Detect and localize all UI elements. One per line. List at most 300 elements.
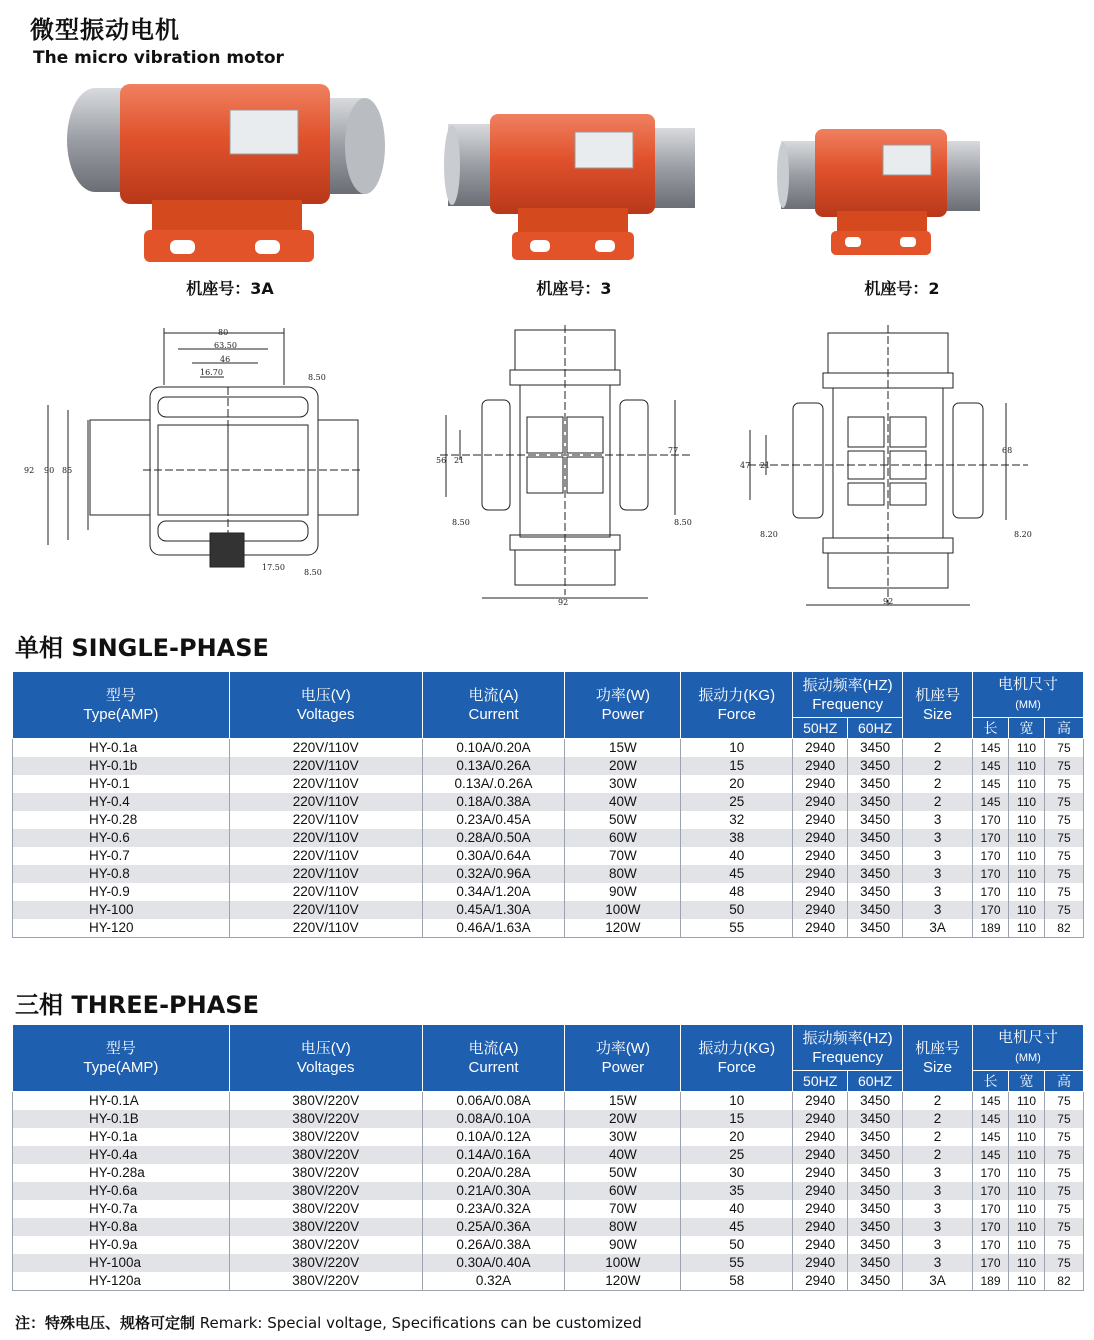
cell-length: 170 <box>973 1254 1009 1272</box>
cell-power: 120W <box>565 919 681 938</box>
cell-power: 70W <box>565 1200 681 1218</box>
cell-height: 75 <box>1044 1164 1083 1182</box>
motor-image-3 <box>440 110 705 265</box>
cell-height: 75 <box>1044 757 1083 775</box>
drawing-frame-3 <box>430 325 700 610</box>
motor-image-3a <box>60 80 395 270</box>
cell-length: 170 <box>973 901 1009 919</box>
table-row <box>13 739 1084 758</box>
cell-power: 120W <box>565 1272 681 1291</box>
cell-width: 110 <box>1009 847 1045 865</box>
cell-width: 110 <box>1008 1200 1044 1218</box>
cell-power: 100W <box>565 1254 681 1272</box>
single-phase-title: 单相 SINGLE-PHASE <box>15 634 269 662</box>
cell-frame-size: 3 <box>903 901 973 919</box>
cell-height: 75 <box>1044 901 1083 919</box>
cell-model: HY-0.6a <box>13 1182 230 1200</box>
cell-model: HY-0.4a <box>13 1146 230 1164</box>
cell-current: 0.13A/.0.26A <box>422 775 565 793</box>
cell-length: 145 <box>973 1146 1009 1164</box>
cell-model: HY-0.9 <box>13 883 230 901</box>
cell-freq-60hz: 3450 <box>848 829 903 847</box>
cell-freq-60hz: 3450 <box>848 739 903 758</box>
cell-freq-50hz: 2940 <box>793 883 848 901</box>
cell-width: 110 <box>1009 775 1045 793</box>
cell-freq-60hz: 3450 <box>848 793 903 811</box>
cell-height: 75 <box>1044 1200 1083 1218</box>
cell-power: 50W <box>565 1164 681 1182</box>
cell-freq-50hz: 2940 <box>793 811 848 829</box>
cell-force: 25 <box>681 1146 793 1164</box>
col-force: 振动力(KG) Force <box>681 1025 793 1092</box>
dim-92: 92 <box>883 597 894 606</box>
cell-height: 75 <box>1044 1146 1083 1164</box>
cell-model: HY-0.7a <box>13 1200 230 1218</box>
cell-frame-size: 2 <box>903 1110 973 1128</box>
cell-width: 110 <box>1008 1254 1044 1272</box>
dim-92: 92 <box>24 466 35 475</box>
cell-freq-50hz: 2940 <box>793 757 848 775</box>
cell-voltage: 220V/110V <box>229 757 422 775</box>
col-model: 型号 Type(AMP) <box>13 672 230 739</box>
dim-85: 85 <box>62 466 73 475</box>
col-50hz: 50HZ <box>793 1071 848 1092</box>
cell-freq-50hz: 2940 <box>793 919 848 938</box>
cell-height: 75 <box>1044 1182 1083 1200</box>
cell-freq-60hz: 3450 <box>848 1164 903 1182</box>
dim-8-20-right: 8.20 <box>1014 530 1032 539</box>
cell-voltage: 220V/110V <box>229 793 422 811</box>
cell-power: 40W <box>565 1146 681 1164</box>
cell-length: 170 <box>973 1182 1009 1200</box>
cell-freq-50hz: 2940 <box>793 1092 848 1111</box>
cell-frame-size: 3 <box>903 811 973 829</box>
cell-frame-size: 3 <box>903 883 973 901</box>
col-width: 宽 <box>1008 1071 1044 1092</box>
table-row <box>13 1110 1084 1128</box>
cell-freq-60hz: 3450 <box>848 901 903 919</box>
cell-freq-60hz: 3450 <box>848 1128 903 1146</box>
table-row <box>13 847 1084 865</box>
cell-power: 40W <box>565 793 681 811</box>
cell-length: 170 <box>973 883 1009 901</box>
cell-power: 30W <box>565 1128 681 1146</box>
dim-63-50: 63.50 <box>214 341 237 350</box>
col-power: 功率(W) Power <box>565 672 681 739</box>
cell-frame-size: 3 <box>903 1218 973 1236</box>
cell-model: HY-0.1b <box>13 757 230 775</box>
cell-current: 0.32A <box>422 1272 565 1291</box>
cell-freq-50hz: 2940 <box>793 1200 848 1218</box>
table-row <box>13 1200 1084 1218</box>
cell-model: HY-100 <box>13 901 230 919</box>
table-row <box>13 919 1084 938</box>
cell-freq-60hz: 3450 <box>848 1236 903 1254</box>
cell-force: 50 <box>681 901 793 919</box>
cell-length: 145 <box>973 1110 1009 1128</box>
cell-model: HY-0.1a <box>13 1128 230 1146</box>
cell-model: HY-0.4 <box>13 793 230 811</box>
table-row <box>13 865 1084 883</box>
cell-power: 20W <box>565 1110 681 1128</box>
cell-width: 110 <box>1009 793 1045 811</box>
cell-model: HY-0.1 <box>13 775 230 793</box>
col-voltage: 电压(V) Voltages <box>229 672 422 739</box>
table-row <box>13 1146 1084 1164</box>
cell-length: 145 <box>973 775 1009 793</box>
cell-freq-50hz: 2940 <box>793 865 848 883</box>
cell-model: HY-0.8a <box>13 1218 230 1236</box>
cell-length: 170 <box>973 829 1009 847</box>
cell-power: 15W <box>565 739 681 758</box>
three-phase-table <box>12 1024 1084 1291</box>
cell-length: 189 <box>973 919 1009 938</box>
col-model: 型号 Type(AMP) <box>13 1025 230 1092</box>
cell-height: 82 <box>1044 1272 1083 1291</box>
cell-current: 0.30A/0.64A <box>422 847 565 865</box>
dim-47: 47 <box>740 461 751 470</box>
cell-model: HY-120a <box>13 1272 230 1291</box>
cell-width: 110 <box>1009 739 1045 758</box>
cell-frame-size: 3 <box>903 1254 973 1272</box>
cell-voltage: 380V/220V <box>229 1092 422 1111</box>
cell-width: 110 <box>1008 1164 1044 1182</box>
cell-width: 110 <box>1009 865 1045 883</box>
cell-frame-size: 2 <box>903 775 973 793</box>
cell-voltage: 380V/220V <box>229 1236 422 1254</box>
dim-8-50-bottom: 8.50 <box>304 568 322 577</box>
cell-voltage: 380V/220V <box>229 1218 422 1236</box>
cell-power: 60W <box>565 829 681 847</box>
cell-freq-50hz: 2940 <box>793 901 848 919</box>
cell-voltage: 380V/220V <box>229 1182 422 1200</box>
caption-frame-2: 机座号：2 <box>864 279 940 298</box>
cell-height: 75 <box>1044 1236 1083 1254</box>
cell-voltage: 380V/220V <box>229 1272 422 1291</box>
cell-frame-size: 3A <box>903 919 973 938</box>
cell-length: 170 <box>973 1236 1009 1254</box>
cell-force: 25 <box>681 793 793 811</box>
cell-freq-50hz: 2940 <box>793 1218 848 1236</box>
cell-current: 0.06A/0.08A <box>422 1092 565 1111</box>
cell-model: HY-0.28a <box>13 1164 230 1182</box>
cell-width: 110 <box>1008 1218 1044 1236</box>
table-row <box>13 1254 1084 1272</box>
cell-power: 70W <box>565 847 681 865</box>
motor-image-2 <box>775 125 985 260</box>
cell-freq-50hz: 2940 <box>793 847 848 865</box>
cell-voltage: 380V/220V <box>229 1254 422 1272</box>
cell-force: 50 <box>681 1236 793 1254</box>
cell-power: 60W <box>565 1182 681 1200</box>
cell-voltage: 380V/220V <box>229 1128 422 1146</box>
cell-freq-60hz: 3450 <box>848 1146 903 1164</box>
cell-power: 80W <box>565 865 681 883</box>
cell-width: 110 <box>1008 1182 1044 1200</box>
cell-freq-60hz: 3450 <box>848 1092 903 1111</box>
cell-force: 10 <box>681 1092 793 1111</box>
cell-frame-size: 2 <box>903 1092 973 1111</box>
dim-68: 68 <box>1002 446 1013 455</box>
cell-voltage: 220V/110V <box>229 919 422 938</box>
table-row <box>13 1218 1084 1236</box>
cell-width: 110 <box>1008 1110 1044 1128</box>
col-frame-size: 机座号 Size <box>903 672 973 739</box>
cell-height: 82 <box>1044 919 1083 938</box>
cell-freq-60hz: 3450 <box>848 919 903 938</box>
cell-current: 0.21A/0.30A <box>422 1182 565 1200</box>
cell-freq-60hz: 3450 <box>848 883 903 901</box>
cell-width: 110 <box>1009 829 1045 847</box>
cell-frame-size: 3A <box>903 1272 973 1291</box>
cell-current: 0.18A/0.38A <box>422 793 565 811</box>
cell-force: 35 <box>681 1182 793 1200</box>
cell-model: HY-0.1B <box>13 1110 230 1128</box>
cell-length: 170 <box>973 847 1009 865</box>
col-60hz: 60HZ <box>848 718 903 739</box>
cell-voltage: 220V/110V <box>229 883 422 901</box>
cell-freq-60hz: 3450 <box>848 865 903 883</box>
cell-force: 40 <box>681 1200 793 1218</box>
dim-77: 77 <box>668 446 679 455</box>
cell-voltage: 220V/110V <box>229 739 422 758</box>
cell-power: 90W <box>565 1236 681 1254</box>
page-subtitle: The micro vibration motor <box>33 48 284 68</box>
cell-frame-size: 2 <box>903 793 973 811</box>
col-power: 功率(W) Power <box>565 1025 681 1092</box>
cell-frame-size: 3 <box>903 1200 973 1218</box>
cell-freq-60hz: 3450 <box>848 847 903 865</box>
dim-90: 90 <box>44 466 55 475</box>
cell-force: 32 <box>681 811 793 829</box>
cell-current: 0.23A/0.45A <box>422 811 565 829</box>
col-motor-size: 电机尺寸 (MM) <box>973 672 1084 718</box>
cell-voltage: 220V/110V <box>229 829 422 847</box>
cell-length: 145 <box>973 757 1009 775</box>
cell-freq-50hz: 2940 <box>793 1128 848 1146</box>
cell-width: 110 <box>1009 901 1045 919</box>
cell-height: 75 <box>1044 1218 1083 1236</box>
table-row <box>13 1272 1084 1291</box>
cell-freq-50hz: 2940 <box>793 1182 848 1200</box>
table-row <box>13 793 1084 811</box>
cell-voltage: 380V/220V <box>229 1164 422 1182</box>
cell-force: 40 <box>681 847 793 865</box>
cell-power: 90W <box>565 883 681 901</box>
dim-21: 21 <box>454 456 465 465</box>
remark-label: 注：特殊电压、规格可定制 <box>15 1314 196 1332</box>
cell-power: 100W <box>565 901 681 919</box>
cell-model: HY-0.7 <box>13 847 230 865</box>
cell-height: 75 <box>1044 1254 1083 1272</box>
caption-frame-3a: 机座号：3A <box>186 279 274 298</box>
col-50hz: 50HZ <box>793 718 848 739</box>
cell-model: HY-0.1A <box>13 1092 230 1111</box>
cell-height: 75 <box>1044 847 1083 865</box>
cell-length: 189 <box>973 1272 1009 1291</box>
table-row <box>13 829 1084 847</box>
cell-voltage: 380V/220V <box>229 1110 422 1128</box>
cell-force: 20 <box>681 1128 793 1146</box>
cell-freq-50hz: 2940 <box>793 1164 848 1182</box>
cell-frame-size: 2 <box>903 1128 973 1146</box>
cell-width: 110 <box>1009 883 1045 901</box>
table-row <box>13 1092 1084 1111</box>
dim-92: 92 <box>558 598 569 607</box>
cell-force: 30 <box>681 1164 793 1182</box>
cell-freq-50hz: 2940 <box>793 1236 848 1254</box>
cell-model: HY-0.8 <box>13 865 230 883</box>
cell-current: 0.26A/0.38A <box>422 1236 565 1254</box>
cell-force: 20 <box>681 775 793 793</box>
cell-freq-60hz: 3450 <box>848 775 903 793</box>
cell-height: 75 <box>1044 1110 1083 1128</box>
drawing-frame-2 <box>738 325 1038 610</box>
cell-current: 0.25A/0.36A <box>422 1218 565 1236</box>
cell-freq-60hz: 3450 <box>848 1200 903 1218</box>
cell-frame-size: 2 <box>903 757 973 775</box>
cell-length: 145 <box>973 1128 1009 1146</box>
cell-current: 0.46A/1.63A <box>422 919 565 938</box>
cell-force: 58 <box>681 1272 793 1291</box>
cell-force: 55 <box>681 1254 793 1272</box>
cell-freq-60hz: 3450 <box>848 757 903 775</box>
cell-power: 20W <box>565 757 681 775</box>
cell-freq-60hz: 3450 <box>848 1182 903 1200</box>
col-frequency: 振动频率(HZ) Frequency <box>793 1025 903 1071</box>
cell-freq-50hz: 2940 <box>793 739 848 758</box>
cell-voltage: 220V/110V <box>229 811 422 829</box>
cell-current: 0.14A/0.16A <box>422 1146 565 1164</box>
cell-voltage: 220V/110V <box>229 901 422 919</box>
table-row <box>13 883 1084 901</box>
cell-frame-size: 3 <box>903 1164 973 1182</box>
dim-8-50-top: 8.50 <box>308 373 326 382</box>
cell-force: 15 <box>681 757 793 775</box>
table-row <box>13 901 1084 919</box>
cell-force: 45 <box>681 1218 793 1236</box>
cell-length: 170 <box>973 865 1009 883</box>
cell-length: 145 <box>973 739 1009 758</box>
cell-force: 10 <box>681 739 793 758</box>
cell-height: 75 <box>1044 739 1083 758</box>
cell-length: 170 <box>973 811 1009 829</box>
cell-height: 75 <box>1044 1092 1083 1111</box>
single-phase-table <box>12 671 1084 938</box>
table-row <box>13 1236 1084 1254</box>
cell-frame-size: 2 <box>903 739 973 758</box>
cell-freq-50hz: 2940 <box>793 1272 848 1291</box>
col-current: 电流(A) Current <box>422 1025 565 1092</box>
three-phase-rows <box>13 1092 1084 1291</box>
cell-voltage: 380V/220V <box>229 1200 422 1218</box>
col-width: 宽 <box>1009 718 1045 739</box>
cell-frame-size: 3 <box>903 1236 973 1254</box>
cell-force: 48 <box>681 883 793 901</box>
cell-force: 55 <box>681 919 793 938</box>
cell-current: 0.32A/0.96A <box>422 865 565 883</box>
cell-frame-size: 2 <box>903 1146 973 1164</box>
cell-length: 170 <box>973 1218 1009 1236</box>
cell-freq-50hz: 2940 <box>793 1146 848 1164</box>
cell-width: 110 <box>1009 757 1045 775</box>
cell-freq-60hz: 3450 <box>848 1110 903 1128</box>
dim-8-50-left: 8.50 <box>452 518 470 527</box>
cell-frame-size: 3 <box>903 865 973 883</box>
cell-power: 80W <box>565 1218 681 1236</box>
cell-current: 0.08A/0.10A <box>422 1110 565 1128</box>
cell-length: 170 <box>973 1200 1009 1218</box>
col-frequency: 振动频率(HZ) Frequency <box>793 672 903 718</box>
dim-16-70: 16.70 <box>200 368 223 377</box>
cell-force: 45 <box>681 865 793 883</box>
cell-current: 0.20A/0.28A <box>422 1164 565 1182</box>
cell-freq-50hz: 2940 <box>793 793 848 811</box>
remark-text: Remark: Special voltage, Specifications can be customized <box>199 1314 642 1332</box>
cell-length: 145 <box>973 1092 1009 1111</box>
cell-freq-60hz: 3450 <box>848 811 903 829</box>
cell-freq-60hz: 3450 <box>848 1218 903 1236</box>
cell-current: 0.10A/0.12A <box>422 1128 565 1146</box>
cell-height: 75 <box>1044 883 1083 901</box>
cell-width: 110 <box>1009 811 1045 829</box>
page-title: 微型振动电机 <box>30 16 180 44</box>
cell-length: 170 <box>973 1164 1009 1182</box>
cell-freq-50hz: 2940 <box>793 829 848 847</box>
cell-model: HY-120 <box>13 919 230 938</box>
col-length: 长 <box>973 718 1009 739</box>
cell-current: 0.13A/0.26A <box>422 757 565 775</box>
col-height: 高 <box>1044 1071 1083 1092</box>
dim-21: 21 <box>760 461 771 470</box>
cell-width: 110 <box>1009 919 1045 938</box>
col-frame-size: 机座号 Size <box>903 1025 973 1092</box>
cell-model: HY-0.9a <box>13 1236 230 1254</box>
cell-voltage: 220V/110V <box>229 865 422 883</box>
table-row <box>13 1182 1084 1200</box>
cell-frame-size: 3 <box>903 829 973 847</box>
cell-model: HY-0.6 <box>13 829 230 847</box>
dim-8-20-left: 8.20 <box>760 530 778 539</box>
cell-width: 110 <box>1008 1146 1044 1164</box>
cell-power: 30W <box>565 775 681 793</box>
cell-width: 110 <box>1008 1128 1044 1146</box>
cell-freq-60hz: 3450 <box>848 1254 903 1272</box>
cell-power: 15W <box>565 1092 681 1111</box>
cell-power: 50W <box>565 811 681 829</box>
col-force: 振动力(KG) Force <box>681 672 793 739</box>
col-current: 电流(A) Current <box>422 672 565 739</box>
cell-height: 75 <box>1044 793 1083 811</box>
cell-length: 145 <box>973 793 1009 811</box>
cell-model: HY-100a <box>13 1254 230 1272</box>
dim-46: 46 <box>220 355 231 364</box>
cell-width: 110 <box>1008 1272 1044 1291</box>
col-60hz: 60HZ <box>848 1071 903 1092</box>
cell-height: 75 <box>1044 865 1083 883</box>
cell-voltage: 220V/110V <box>229 847 422 865</box>
col-motor-size: 电机尺寸 (MM) <box>973 1025 1084 1071</box>
cell-freq-50hz: 2940 <box>793 1254 848 1272</box>
caption-frame-3: 机座号：3 <box>536 279 612 298</box>
cell-force: 15 <box>681 1110 793 1128</box>
three-phase-title: 三相 THREE-PHASE <box>15 991 259 1019</box>
cell-voltage: 380V/220V <box>229 1146 422 1164</box>
col-voltage: 电压(V) Voltages <box>229 1025 422 1092</box>
dim-8-50-right: 8.50 <box>674 518 692 527</box>
cell-model: HY-0.1a <box>13 739 230 758</box>
cell-height: 75 <box>1044 775 1083 793</box>
